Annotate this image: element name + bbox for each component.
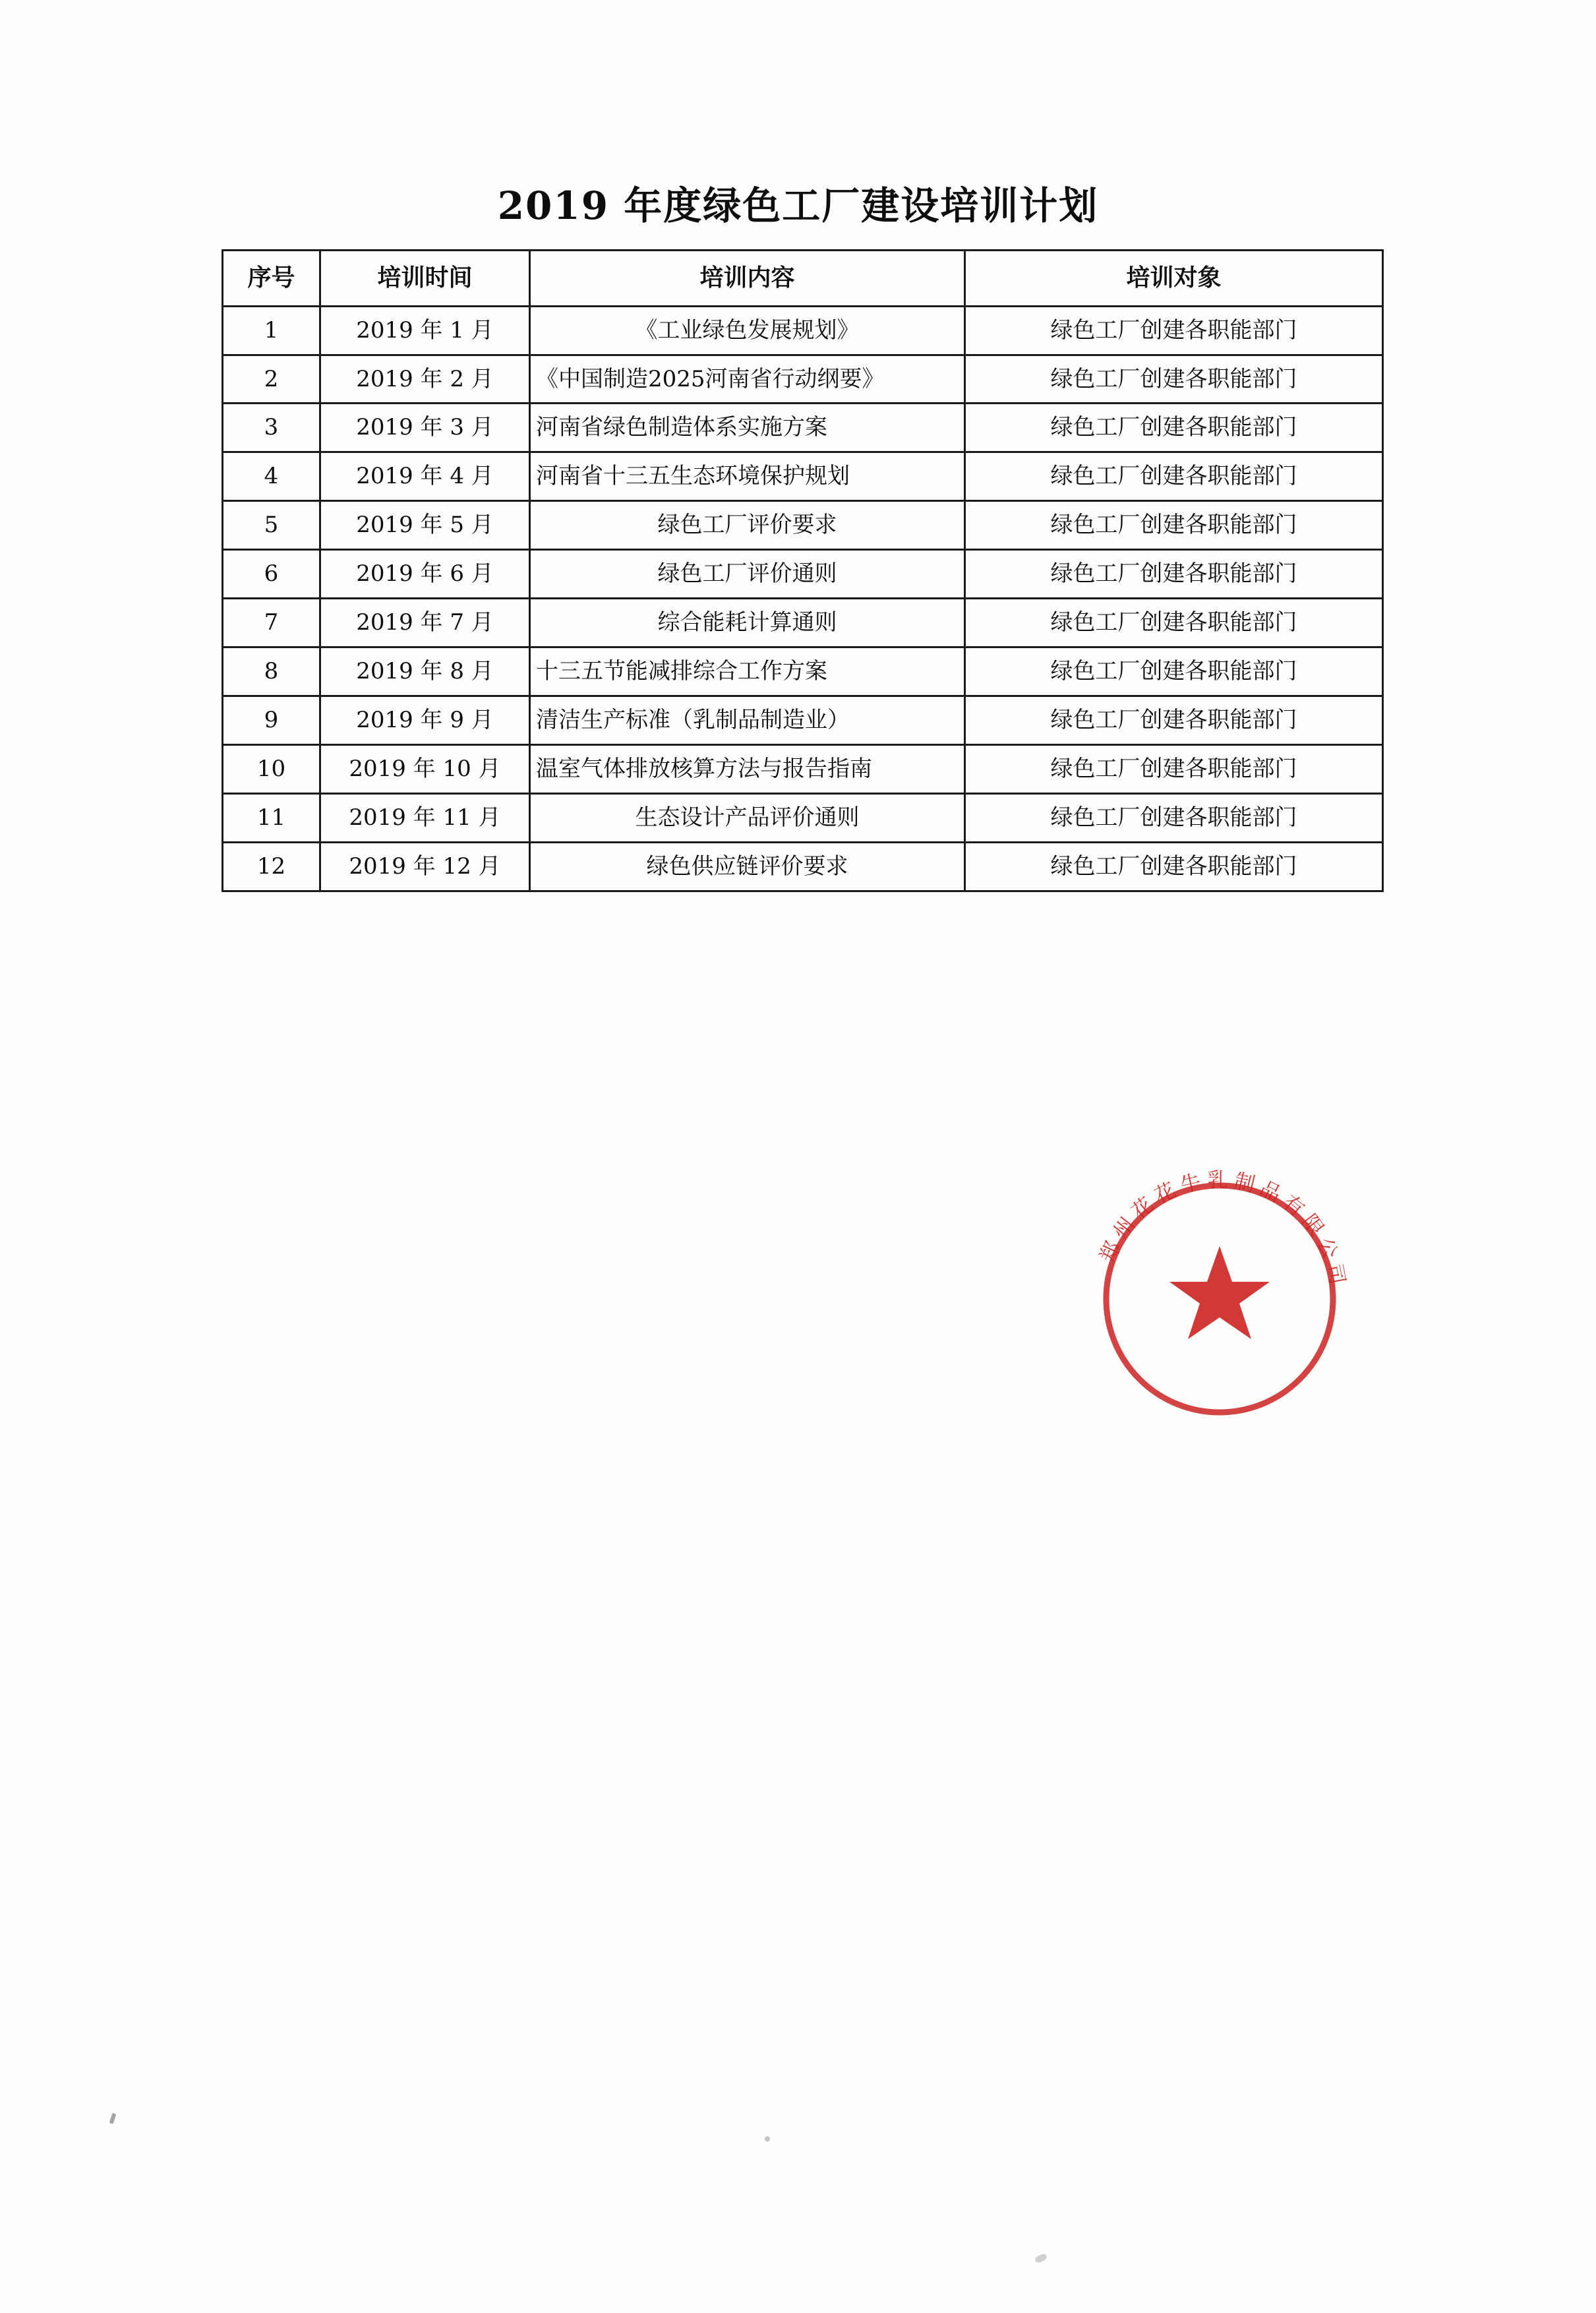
column-header-object: 培训对象 — [965, 251, 1383, 307]
table-row — [223, 696, 1383, 744]
cell-object: 绿色工厂创建各职能部门 — [965, 550, 1383, 599]
cell-no: 11 — [223, 793, 320, 842]
cell-time: 2019 年 8 月 — [320, 647, 530, 696]
cell-object: 绿色工厂创建各职能部门 — [965, 696, 1383, 744]
paper-speck — [1034, 2253, 1048, 2264]
cell-no: 8 — [223, 647, 320, 696]
cell-time: 2019 年 9 月 — [320, 696, 530, 744]
paper-speck — [109, 2113, 117, 2124]
cell-content: 《中国制造2025河南省行动纲要》 — [530, 355, 965, 404]
cell-content: 温室气体排放核算方法与报告指南 — [530, 744, 965, 793]
cell-object: 绿色工厂创建各职能部门 — [965, 842, 1383, 891]
cell-time: 2019 年 10 月 — [320, 744, 530, 793]
table-row — [223, 501, 1383, 550]
cell-object: 绿色工厂创建各职能部门 — [965, 793, 1383, 842]
cell-object: 绿色工厂创建各职能部门 — [965, 404, 1383, 452]
paper-speck — [765, 2136, 770, 2142]
table-row — [223, 793, 1383, 842]
table-row — [223, 404, 1383, 452]
cell-time: 2019 年 1 月 — [320, 306, 530, 355]
training-plan-table-wrapper — [222, 249, 1382, 892]
table-row — [223, 306, 1383, 355]
cell-no: 2 — [223, 355, 320, 404]
table-row — [223, 452, 1383, 501]
cell-content: 河南省绿色制造体系实施方案 — [530, 404, 965, 452]
table-row — [223, 842, 1383, 891]
cell-object: 绿色工厂创建各职能部门 — [965, 744, 1383, 793]
cell-no: 1 — [223, 306, 320, 355]
cell-content: 生态设计产品评价通则 — [530, 793, 965, 842]
cell-time: 2019 年 4 月 — [320, 452, 530, 501]
column-header-no: 序号 — [223, 251, 320, 307]
cell-time: 2019 年 6 月 — [320, 550, 530, 599]
cell-content: 绿色工厂评价要求 — [530, 501, 965, 550]
cell-time: 2019 年 7 月 — [320, 599, 530, 647]
cell-object: 绿色工厂创建各职能部门 — [965, 306, 1383, 355]
cell-time: 2019 年 5 月 — [320, 501, 530, 550]
cell-time: 2019 年 11 月 — [320, 793, 530, 842]
company-seal-stamp — [1061, 1141, 1378, 1457]
cell-object: 绿色工厂创建各职能部门 — [965, 501, 1383, 550]
cell-content: 十三五节能减排综合工作方案 — [530, 647, 965, 696]
cell-content: 《工业绿色发展规划》 — [530, 306, 965, 355]
table-row — [223, 355, 1383, 404]
table-row — [223, 744, 1383, 793]
svg-text:郑州花花牛乳制品有限公司: 郑州花花牛乳制品有限公司 — [1095, 1168, 1351, 1292]
cell-content: 绿色供应链评价要求 — [530, 842, 965, 891]
cell-no: 4 — [223, 452, 320, 501]
table-row — [223, 599, 1383, 647]
table-row — [223, 647, 1383, 696]
cell-content: 河南省十三五生态环境保护规划 — [530, 452, 965, 501]
cell-content: 清洁生产标准（乳制品制造业） — [530, 696, 965, 744]
column-header-content: 培训内容 — [530, 251, 965, 307]
cell-no: 5 — [223, 501, 320, 550]
cell-no: 3 — [223, 404, 320, 452]
table-row — [223, 550, 1383, 599]
cell-object: 绿色工厂创建各职能部门 — [965, 355, 1383, 404]
cell-object: 绿色工厂创建各职能部门 — [965, 452, 1383, 501]
cell-object: 绿色工厂创建各职能部门 — [965, 647, 1383, 696]
cell-no: 10 — [223, 744, 320, 793]
cell-object: 绿色工厂创建各职能部门 — [965, 599, 1383, 647]
cell-time: 2019 年 12 月 — [320, 842, 530, 891]
cell-no: 12 — [223, 842, 320, 891]
cell-content: 综合能耗计算通则 — [530, 599, 965, 647]
cell-content: 绿色工厂评价通则 — [530, 550, 965, 599]
training-plan-table — [222, 249, 1384, 892]
column-header-time: 培训时间 — [320, 251, 530, 307]
cell-no: 6 — [223, 550, 320, 599]
page-title: 2019 年度绿色工厂建设培训计划 — [497, 183, 1099, 228]
table-header-row — [223, 251, 1383, 307]
cell-no: 9 — [223, 696, 320, 744]
cell-time: 2019 年 2 月 — [320, 355, 530, 404]
cell-time: 2019 年 3 月 — [320, 404, 530, 452]
cell-no: 7 — [223, 599, 320, 647]
